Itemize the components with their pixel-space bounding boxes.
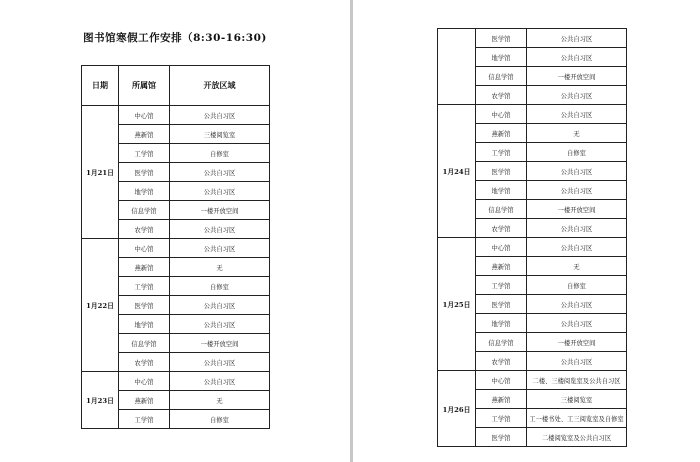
library-cell: 地学馆 (119, 182, 170, 201)
area-cell: 公共自习区 (527, 86, 627, 105)
library-cell: 燕新馆 (119, 125, 170, 144)
area-cell: 公共自习区 (170, 220, 270, 239)
area-cell: 一楼开放空间 (527, 67, 627, 86)
area-cell: 二楼、三楼阅览室及公共自习区 (527, 371, 627, 390)
date-cell: 1月21日 (82, 106, 119, 239)
library-cell: 中心馆 (119, 372, 170, 391)
library-cell: 地学馆 (476, 314, 527, 333)
library-cell: 地学馆 (476, 181, 527, 200)
area-cell: 公共自习区 (527, 162, 627, 181)
table-body-left (82, 106, 270, 429)
document-page-right (353, 0, 700, 462)
area-cell: 公共自习区 (170, 296, 270, 315)
table-body-right (438, 29, 627, 447)
area-cell: 公共自习区 (527, 352, 627, 371)
header-library: 所属馆 (119, 66, 170, 106)
area-cell: 三楼阅览室 (527, 390, 627, 409)
area-cell: 自修室 (527, 143, 627, 162)
table-row (438, 105, 627, 124)
table-row (438, 371, 627, 390)
area-cell: 公共自习区 (170, 239, 270, 258)
date-cell (438, 29, 476, 105)
library-cell: 信息学馆 (119, 334, 170, 353)
date-cell: 1月22日 (82, 239, 119, 372)
table-row (438, 29, 627, 48)
page-title: 图书馆寒假工作安排（8:30-16:30) (83, 32, 267, 44)
area-cell: 公共自习区 (527, 105, 627, 124)
library-cell: 中心馆 (476, 238, 527, 257)
library-cell: 信息学馆 (476, 67, 527, 86)
table-header-row (82, 66, 270, 106)
library-cell: 工学馆 (476, 143, 527, 162)
library-cell: 燕新馆 (119, 391, 170, 410)
library-cell: 中心馆 (476, 371, 527, 390)
area-cell: 自修室 (170, 410, 270, 429)
library-cell: 工学馆 (119, 277, 170, 296)
library-cell: 医学馆 (476, 295, 527, 314)
library-cell: 工学馆 (476, 276, 527, 295)
area-cell: 公共自习区 (527, 219, 627, 238)
table-row (82, 106, 270, 125)
library-cell: 地学馆 (476, 48, 527, 67)
library-cell: 医学馆 (476, 428, 527, 447)
header-date: 日期 (82, 66, 119, 106)
area-cell: 公共自习区 (170, 353, 270, 372)
library-cell: 地学馆 (119, 315, 170, 334)
library-cell: 燕新馆 (476, 390, 527, 409)
library-cell: 信息学馆 (119, 201, 170, 220)
library-cell: 燕新馆 (476, 124, 527, 143)
area-cell: 公共自习区 (170, 315, 270, 334)
area-cell: 公共自习区 (527, 29, 627, 48)
area-cell: 一楼开放空间 (170, 334, 270, 353)
library-cell: 农学馆 (476, 86, 527, 105)
header-area: 开放区域 (170, 66, 270, 106)
area-cell: 一楼开放空间 (527, 333, 627, 352)
area-cell: 无 (527, 257, 627, 276)
area-cell: 自修室 (170, 144, 270, 163)
area-cell: 工一楼书处、工三阅览室及自修室 (527, 409, 627, 428)
library-cell: 医学馆 (476, 29, 527, 48)
area-cell: 无 (170, 391, 270, 410)
area-cell: 公共自习区 (170, 182, 270, 201)
library-cell: 医学馆 (476, 162, 527, 181)
library-cell: 中心馆 (119, 106, 170, 125)
date-cell: 1月26日 (438, 371, 476, 447)
table-row (82, 372, 270, 391)
library-cell: 医学馆 (119, 163, 170, 182)
date-cell: 1月24日 (438, 105, 476, 238)
area-cell: 公共自习区 (170, 372, 270, 391)
library-cell: 农学馆 (119, 353, 170, 372)
area-cell: 一楼开放空间 (527, 200, 627, 219)
library-cell: 燕新馆 (119, 258, 170, 277)
area-cell: 无 (527, 124, 627, 143)
library-cell: 燕新馆 (476, 257, 527, 276)
area-cell: 三楼阅览室 (170, 125, 270, 144)
library-cell: 农学馆 (476, 352, 527, 371)
library-cell: 工学馆 (119, 144, 170, 163)
library-cell: 中心馆 (476, 105, 527, 124)
library-cell: 医学馆 (119, 296, 170, 315)
library-cell: 工学馆 (119, 410, 170, 429)
library-cell: 信息学馆 (476, 333, 527, 352)
area-cell: 无 (170, 258, 270, 277)
area-cell: 自修室 (170, 277, 270, 296)
schedule-table-left (81, 65, 270, 429)
date-cell: 1月25日 (438, 238, 476, 371)
library-cell: 农学馆 (476, 219, 527, 238)
library-cell: 农学馆 (119, 220, 170, 239)
library-cell: 中心馆 (119, 239, 170, 258)
table-row (82, 239, 270, 258)
area-cell: 公共自习区 (527, 48, 627, 67)
area-cell: 公共自习区 (527, 238, 627, 257)
area-cell: 公共自习区 (170, 163, 270, 182)
area-cell: 公共自习区 (527, 314, 627, 333)
schedule-table-right (437, 28, 627, 447)
area-cell: 公共自习区 (527, 181, 627, 200)
table-row (438, 238, 627, 257)
date-cell: 1月23日 (82, 372, 119, 429)
area-cell: 一楼开放空间 (170, 201, 270, 220)
area-cell: 公共自习区 (170, 106, 270, 125)
library-cell: 信息学馆 (476, 200, 527, 219)
library-cell: 工学馆 (476, 409, 527, 428)
area-cell: 自修室 (527, 276, 627, 295)
area-cell: 二楼阅览室及公共自习区 (527, 428, 627, 447)
area-cell: 公共自习区 (527, 295, 627, 314)
